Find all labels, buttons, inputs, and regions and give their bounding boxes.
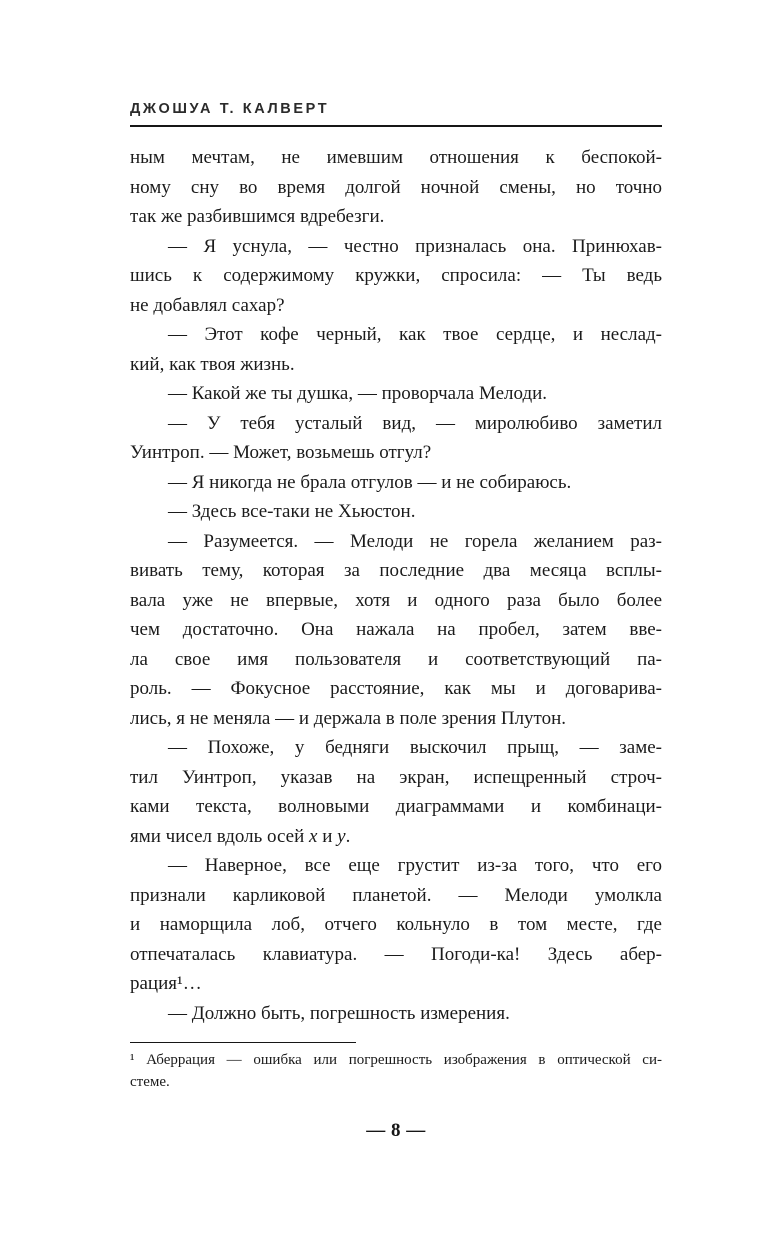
text-line: Уинтроп. — Может, возьмешь отгул? bbox=[130, 442, 432, 463]
paragraph bbox=[130, 379, 662, 409]
text-line: — У тебя усталый вид, — миролюбиво заметил bbox=[168, 412, 662, 434]
text-line: — Какой же ты душка, — проворчала Мелоди. bbox=[168, 383, 548, 404]
text-line: тил Уинтроп, указав на экран, испещренный строч- bbox=[130, 766, 662, 788]
text-line: — Наверное, все еще грустит из-за того, что его bbox=[168, 855, 662, 876]
text-line: стеме. bbox=[130, 1073, 170, 1090]
page-number: — 8 — bbox=[366, 1120, 426, 1141]
paragraph bbox=[130, 999, 662, 1029]
text-line: шись к содержимому кружки, спросила: — Ты ведь bbox=[130, 265, 662, 286]
text-line: — Похоже, у бедняги выскочил прыщ, — заме- bbox=[168, 737, 662, 758]
paragraph bbox=[130, 851, 662, 999]
text-segment: и bbox=[317, 825, 338, 847]
text-line: вала уже не впервые, хотя и одного раза было более bbox=[130, 589, 662, 611]
text-line: ным мечтам, не имевшим отношения к беспокой- bbox=[130, 147, 662, 168]
body-text bbox=[130, 143, 662, 1028]
text-line: — Здесь все-таки не Хьюстон. bbox=[168, 501, 416, 522]
header-rule bbox=[130, 125, 662, 127]
paragraph bbox=[130, 232, 662, 321]
text-line: — Я уснула, — честно призналась она. Принюхав- bbox=[168, 235, 662, 257]
paragraph bbox=[130, 497, 662, 527]
text-line: ла свое имя пользователя и соответствующий па- bbox=[130, 648, 662, 670]
text-line: лись, я не меняла — и держала в поле зрения Плутон. bbox=[130, 707, 567, 729]
italic-text: y bbox=[337, 825, 346, 847]
text-line: чем достаточно. Она нажала на пробел, затем вве- bbox=[130, 619, 662, 640]
text-line: ками текста, волновыми диаграммами и комбинаци- bbox=[130, 796, 662, 817]
running-header bbox=[130, 101, 662, 117]
page-content bbox=[130, 101, 662, 1142]
paragraph bbox=[130, 409, 662, 468]
text-line: кий, как твоя жизнь. bbox=[130, 353, 295, 375]
text-line: — Должно быть, погрешность измерения. bbox=[168, 1002, 510, 1024]
text-line: ному сну во время долгой ночной смены, но точно bbox=[130, 176, 662, 198]
text-line: — Этот кофе черный, как твое сердце, и неслад- bbox=[168, 324, 662, 345]
text-line: ¹ Аберрация — ошибка или погрешность изображения в оптической си- bbox=[130, 1052, 662, 1068]
text-line bbox=[130, 822, 662, 852]
paragraph bbox=[130, 527, 662, 734]
text-line: — Разумеется. — Мелоди не горела желанием раз- bbox=[168, 530, 662, 552]
footnote-separator bbox=[130, 1042, 356, 1043]
text-segment: . bbox=[345, 825, 351, 847]
text-line: отпечаталась клавиатура. — Погоди-ка! Здесь абер- bbox=[130, 943, 662, 965]
text-line: вивать тему, которая за последние два месяца всплы- bbox=[130, 560, 662, 581]
text-line: роль. — Фокусное расстояние, как мы и договарива- bbox=[130, 678, 662, 699]
text-line: не добавлял сахар? bbox=[130, 294, 285, 316]
text-line: и наморщила лоб, отчего кольнуло в том месте, где bbox=[130, 914, 662, 935]
text-line: рация¹… bbox=[130, 973, 202, 994]
author-name: ДЖОШУА Т. КАЛВЕРТ bbox=[130, 101, 330, 117]
footnote bbox=[130, 1050, 662, 1093]
text-segment: ями чисел вдоль осей bbox=[130, 825, 310, 847]
paragraph bbox=[130, 733, 662, 851]
text-line: — Я никогда не брала отгулов — и не собираюсь. bbox=[168, 471, 572, 493]
italic-text: x bbox=[309, 825, 318, 847]
text-line: признали карликовой планетой. — Мелоди умолкла bbox=[130, 884, 662, 906]
paragraph bbox=[130, 143, 662, 232]
paragraph bbox=[130, 468, 662, 498]
text-line: так же разбившимся вдребезги. bbox=[130, 206, 385, 227]
paragraph bbox=[130, 320, 662, 379]
